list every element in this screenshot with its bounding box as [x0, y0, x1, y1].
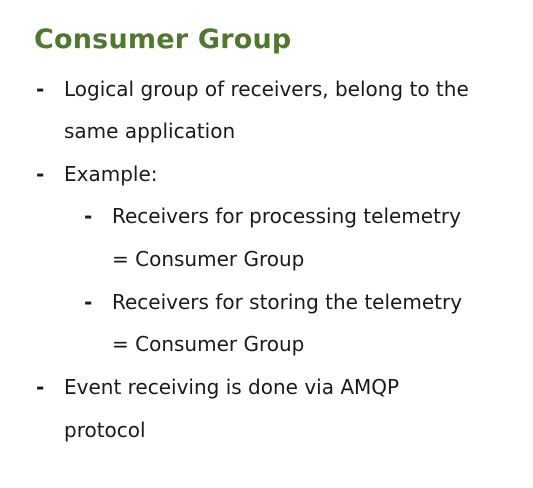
sub-bullet-2-line-2: = Consumer Group	[112, 332, 305, 356]
bullet-1-line-2: same application	[64, 119, 236, 143]
bullet-3-line-1: Event receiving is done via AMQP	[64, 375, 400, 399]
bullet-dash: -	[36, 375, 45, 399]
bullet-dash: -	[36, 162, 45, 186]
slide-title: Consumer Group	[34, 24, 292, 55]
bullet-2-line-1: Example:	[64, 162, 158, 186]
bullet-1-line-1: Logical group of receivers, belong to the	[64, 77, 469, 101]
sub-bullet-dash: -	[84, 290, 93, 314]
sub-bullet-2-line-1: Receivers for storing the telemetry	[112, 290, 463, 314]
sub-bullet-dash: -	[84, 204, 93, 228]
sub-bullet-1-line-2: = Consumer Group	[112, 247, 305, 271]
bullet-3-line-2: protocol	[64, 418, 146, 442]
sub-bullet-1-line-1: Receivers for processing telemetry	[112, 204, 461, 228]
bullet-dash: -	[36, 77, 45, 101]
